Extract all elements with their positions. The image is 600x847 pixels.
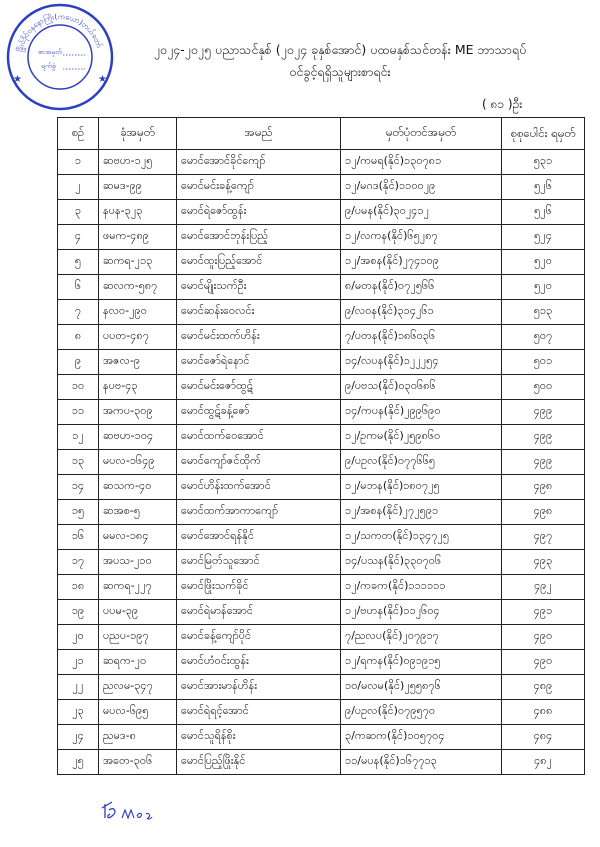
cell-total-marks: ၅၀၀: [502, 375, 585, 400]
cell-total-marks: ၄၉၇: [502, 525, 585, 550]
cell-roll-number: နလဝ-၂၉၀: [99, 300, 177, 325]
cell-total-marks: ၄၉၁: [502, 600, 585, 625]
cell-roll-number: ဆလက-၅၈၇: [99, 275, 177, 300]
cell-nrc-number: ၁၂/အစန(နိုင်)၂၇၂၅၉၁: [341, 500, 502, 525]
cell-no: ၂၀: [58, 625, 99, 650]
cell-student-name: မောင်မြတ်သူအောင်: [177, 550, 341, 575]
cell-student-name: မောင်မင်းခန့်ကျော်: [177, 175, 341, 200]
cell-roll-number: အဇလ-၉: [99, 350, 177, 375]
cell-nrc-number: ၁၄/ကပန(နိုင်)၂၉၉၆၉၀: [341, 400, 502, 425]
cell-student-name: မောင်အောင်ရန်နိုင်: [177, 525, 341, 550]
table-row: [58, 250, 585, 275]
cell-no: ၁၄: [58, 475, 99, 500]
cell-total-marks: ၄၈၉: [502, 675, 585, 700]
table-row: [58, 500, 585, 525]
cell-total-marks: ၄၈၈: [502, 700, 585, 725]
cell-student-name: မောင်အောင်ဘုန်းပြည့်: [177, 225, 341, 250]
cell-roll-number: မပလ-၆၉၅: [99, 700, 177, 725]
cell-total-marks: ၄၈၂: [502, 750, 585, 775]
column-header-roll: ခုံအမှတ်: [99, 118, 177, 150]
table-header-row: [58, 118, 585, 150]
cell-total-marks: ၄၉၉: [502, 425, 585, 450]
cell-nrc-number: ၁၂/မဘန(နိုင်)၁၈၀၇၂၅: [341, 475, 502, 500]
cell-nrc-number: ၉/ပဥလ(နိုင်)၀၇၉၅၇၀: [341, 700, 502, 725]
table-row: [58, 450, 585, 475]
cell-nrc-number: ၁၂/သကတ(နိုင်)၁၃၄၇၂၅: [341, 525, 502, 550]
cell-nrc-number: ၁၄/ပသန(နိုင်)၃၃၀၇၀၆: [341, 550, 502, 575]
cell-nrc-number: ၁၂/ရကန(နိုင်)၀၉၁၉၁၅: [341, 650, 502, 675]
cell-student-name: မောင်ရဲဇော်ထွန်း: [177, 200, 341, 225]
svg-text:ခြိုးဝ်ဒိုင်ဝနှနောကြိုး(ကယော)တ: ခြိုးဝ်ဒိုင်ဝနှနောကြိုး(ကယော)တယ်တော်: [15, 11, 105, 53]
cell-roll-number: ညလမ-၃၄၇: [99, 675, 177, 700]
cell-no: ၉: [58, 350, 99, 375]
table-row: [58, 525, 585, 550]
cell-total-marks: ၄၉၈: [502, 500, 585, 525]
cell-roll-number: နပဗ-၄၃: [99, 375, 177, 400]
handwritten-signature: [100, 796, 170, 826]
cell-nrc-number: ၁၂/ဥကမ(နိုင်)၂၅၉၈၆၀: [341, 425, 502, 450]
cell-roll-number: ဆရက-၂၀: [99, 650, 177, 675]
cell-nrc-number: ၉/ပဥလ(နိုင်)၀၇၇၆၆၅: [341, 450, 502, 475]
cell-no: ၂၁: [58, 650, 99, 675]
column-header-no: စဉ်: [58, 118, 99, 150]
cell-total-marks: ၄၉၂: [502, 575, 585, 600]
cell-student-name: မောင်ထူးပြည့်အောင်: [177, 250, 341, 275]
cell-no: ၁: [58, 150, 99, 175]
cell-roll-number: ဆကရ-၂၂၇: [99, 575, 177, 600]
cell-roll-number: ပပတ-၄၈၇: [99, 325, 177, 350]
table-row: [58, 700, 585, 725]
table-row: [58, 650, 585, 675]
cell-student-name: မောင်သူရိန်စိုး: [177, 725, 341, 750]
cell-total-marks: ၅၀၇: [502, 325, 585, 350]
cell-no: ၁၀: [58, 375, 99, 400]
cell-roll-number: ဖမက-၄၈၉: [99, 225, 177, 250]
cell-no: ၁၆: [58, 525, 99, 550]
table-row: [58, 300, 585, 325]
document-subtitle: ဝင်ခွင့်ရရှိသူများစာရင်း: [289, 64, 391, 79]
cell-roll-number: ဆဗဟ-၁၀၄: [99, 425, 177, 450]
table-row: [58, 225, 585, 250]
column-header-marks: စုစုပေါင်း ရမှတ်: [502, 118, 585, 150]
cell-no: ၇: [58, 300, 99, 325]
table-row: [58, 275, 585, 300]
table-row: [58, 200, 585, 225]
cell-roll-number: ဆကရ-၂၁၃: [99, 250, 177, 275]
cell-nrc-number: ၈/မတန(နိုင်)၀၇၂၅၆၆: [341, 275, 502, 300]
cell-student-name: မောင်ပြည့်ဖြိုးနိုင်: [177, 750, 341, 775]
cell-nrc-number: ၁၂/မဂဒ(နိုင်)၁၁၀၀၂၉: [341, 175, 502, 200]
cell-student-name: မောင်အားမာန်ဟိန်း: [177, 675, 341, 700]
table-row: [58, 725, 585, 750]
cell-no: ၅: [58, 250, 99, 275]
table-row: [58, 600, 585, 625]
cell-roll-number: ဆသက-၄၀: [99, 475, 177, 500]
cell-roll-number: အတေ-၃၀၆: [99, 750, 177, 775]
cell-nrc-number: ၁၂/လကန(နိုင်)၆၅၂၈၇: [341, 225, 502, 250]
cell-nrc-number: ၁၄/လပန(နိုင်)၁၂၂၂၅၄: [341, 350, 502, 375]
cell-nrc-number: ၁၂/ကမရ(နိုင်)၁၃၀၇၈၁: [341, 150, 502, 175]
cell-roll-number: ညမဒ-၈: [99, 725, 177, 750]
cell-total-marks: ၅၂၆: [502, 200, 585, 225]
cell-nrc-number: ၁၁/မပန(နိုင်)၁၆၇၇၁၃: [341, 750, 502, 775]
cell-roll-number: နပန-၃၂၃: [99, 200, 177, 225]
cell-nrc-number: ၉/ပမန(နိုင်)၃၀၂၄၁၂: [341, 200, 502, 225]
cell-nrc-number: ၉/လဝန(နိုင်)၃၁၄၂၆၁: [341, 300, 502, 325]
cell-student-name: မောင်ဟံဝင်းထွန်း: [177, 650, 341, 675]
cell-no: ၂၄: [58, 725, 99, 750]
table-row: [58, 375, 585, 400]
table-row: [58, 325, 585, 350]
cell-no: ၄: [58, 225, 99, 250]
table-row: [58, 475, 585, 500]
table-row: [58, 750, 585, 775]
cell-no: ၁၇: [58, 550, 99, 575]
cell-total-marks: ၅၂၀: [502, 250, 585, 275]
cell-student-name: မောင်ထက်အာကာကျော်: [177, 500, 341, 525]
svg-text:စာအမှတ်: စာအမှတ်: [38, 48, 63, 56]
column-header-name: အမည်: [177, 118, 341, 150]
cell-nrc-number: ၉/ပဗသ(နိုင်)၀၃၀၆၈၆: [341, 375, 502, 400]
cell-total-marks: ၄၉၉: [502, 400, 585, 425]
cell-nrc-number: ၇/ပတန(နိုင်)၁၈၆၀၃၆: [341, 325, 502, 350]
cell-nrc-number: ၁၂/အစန(နိုင်)၂၇၄၁၀၉: [341, 250, 502, 275]
table-row: [58, 150, 585, 175]
svg-text:★: ★: [98, 74, 107, 85]
cell-total-marks: ၅၂၀: [502, 275, 585, 300]
table-row: [58, 575, 585, 600]
cell-no: ၃: [58, 200, 99, 225]
column-header-nrc: မှတ်ပုံတင်အမှတ်: [341, 118, 502, 150]
cell-student-name: မောင်ခန့်ကျော်ပိုင်: [177, 625, 341, 650]
total-count: ( ၈၁ )ဦး: [482, 97, 523, 111]
admission-table: [57, 117, 585, 775]
cell-student-name: မောင်ဇော်ရဲနောင်: [177, 350, 341, 375]
cell-total-marks: ၅၂၆: [502, 175, 585, 200]
cell-nrc-number: ၃/ကဆက(နိုင်)၁၀၅၇၀၄: [341, 725, 502, 750]
svg-text:ရက်စွဲ: ရက်စွဲ: [41, 62, 56, 70]
cell-no: ၁၃: [58, 450, 99, 475]
cell-student-name: မောင်ရဲမာန်အောင်: [177, 600, 341, 625]
cell-roll-number: ဆမဒ-၉၉: [99, 175, 177, 200]
cell-total-marks: ၄၉၈: [502, 475, 585, 500]
cell-no: ၂: [58, 175, 99, 200]
cell-student-name: မောင်ကျော်ဇင်ထိုက်: [177, 450, 341, 475]
cell-student-name: မောင်ဆန်းဝေလင်း: [177, 300, 341, 325]
table-row: [58, 625, 585, 650]
table-row: [58, 425, 585, 450]
table-row: [58, 400, 585, 425]
cell-roll-number: ဆအစ-၅: [99, 500, 177, 525]
document-title: ၂၀၂၄-၂၀၂၅ ပညာသင်နှစ် (၂၀၂၄ ခုနှစ်အောင်) ပထမနှစ်သင်တန်း ME ဘာသာရပ်: [153, 42, 527, 57]
cell-student-name: မောင်မင်းဇော်ထွဋ်: [177, 375, 341, 400]
cell-roll-number: အပသ-၂၁၀: [99, 550, 177, 575]
cell-student-name: မောင်ဖြိုးသက်ခိုင်: [177, 575, 341, 600]
table-row: [58, 350, 585, 375]
cell-total-marks: ၄၉၀: [502, 625, 585, 650]
cell-student-name: မောင်ဟိန်းထက်အောင်: [177, 475, 341, 500]
cell-nrc-number: ၁၀/မလမ(နိုင်)၂၅၅၈၇၆: [341, 675, 502, 700]
cell-no: ၂၃: [58, 700, 99, 725]
table-row: [58, 550, 585, 575]
cell-total-marks: ၄၉၃: [502, 550, 585, 575]
cell-nrc-number: ၇/ညလပ(နိုင်)၂၀၇၉၁၇: [341, 625, 502, 650]
cell-student-name: မောင်မင်းထက်ဟိန်း: [177, 325, 341, 350]
cell-total-marks: ၅၀၁: [502, 350, 585, 375]
cell-nrc-number: ၁၂/ဗဟန(နိုင်)၁၁၂၆၀၄: [341, 600, 502, 625]
cell-total-marks: ၅၁၃: [502, 300, 585, 325]
cell-roll-number: ပညပ-၁၉၇: [99, 625, 177, 650]
cell-no: ၁၁: [58, 400, 99, 425]
cell-nrc-number: ၁၂/ကခက(နိုင်)၁၁၁၁၁၁: [341, 575, 502, 600]
table-row: [58, 175, 585, 200]
cell-no: ၁၈: [58, 575, 99, 600]
cell-total-marks: ၄၉၀: [502, 650, 585, 675]
cell-no: ၂၅: [58, 750, 99, 775]
cell-no: ၂၂: [58, 675, 99, 700]
cell-roll-number: မပလ-၁၆၄၉: [99, 450, 177, 475]
cell-roll-number: အကပ-၃၀၉: [99, 400, 177, 425]
cell-roll-number: ဆဗဟ-၁၂၅: [99, 150, 177, 175]
table-row: [58, 675, 585, 700]
cell-no: ၁၂: [58, 425, 99, 450]
cell-roll-number: မမလ-၁၈၄: [99, 525, 177, 550]
cell-roll-number: ပပမ-၃၉: [99, 600, 177, 625]
cell-no: ၆: [58, 275, 99, 300]
cell-student-name: မောင်မျိုးသက်ဦး: [177, 275, 341, 300]
cell-no: ၈: [58, 325, 99, 350]
cell-total-marks: ၅၂၄: [502, 225, 585, 250]
cell-total-marks: ၄၈၄: [502, 725, 585, 750]
cell-student-name: မောင်ထွဋ်ခန့်ဇော်: [177, 400, 341, 425]
cell-no: ၁၅: [58, 500, 99, 525]
svg-text:★: ★: [13, 74, 22, 85]
cell-no: ၁၉: [58, 600, 99, 625]
cell-student-name: မောင်ထက်ဝေအောင်: [177, 425, 341, 450]
cell-total-marks: ၄၉၉: [502, 450, 585, 475]
cell-total-marks: ၅၃၁: [502, 150, 585, 175]
cell-student-name: မောင်အောင်ခိုင်ကျော်: [177, 150, 341, 175]
cell-student-name: မောင်ရဲရင့်အောင်: [177, 700, 341, 725]
